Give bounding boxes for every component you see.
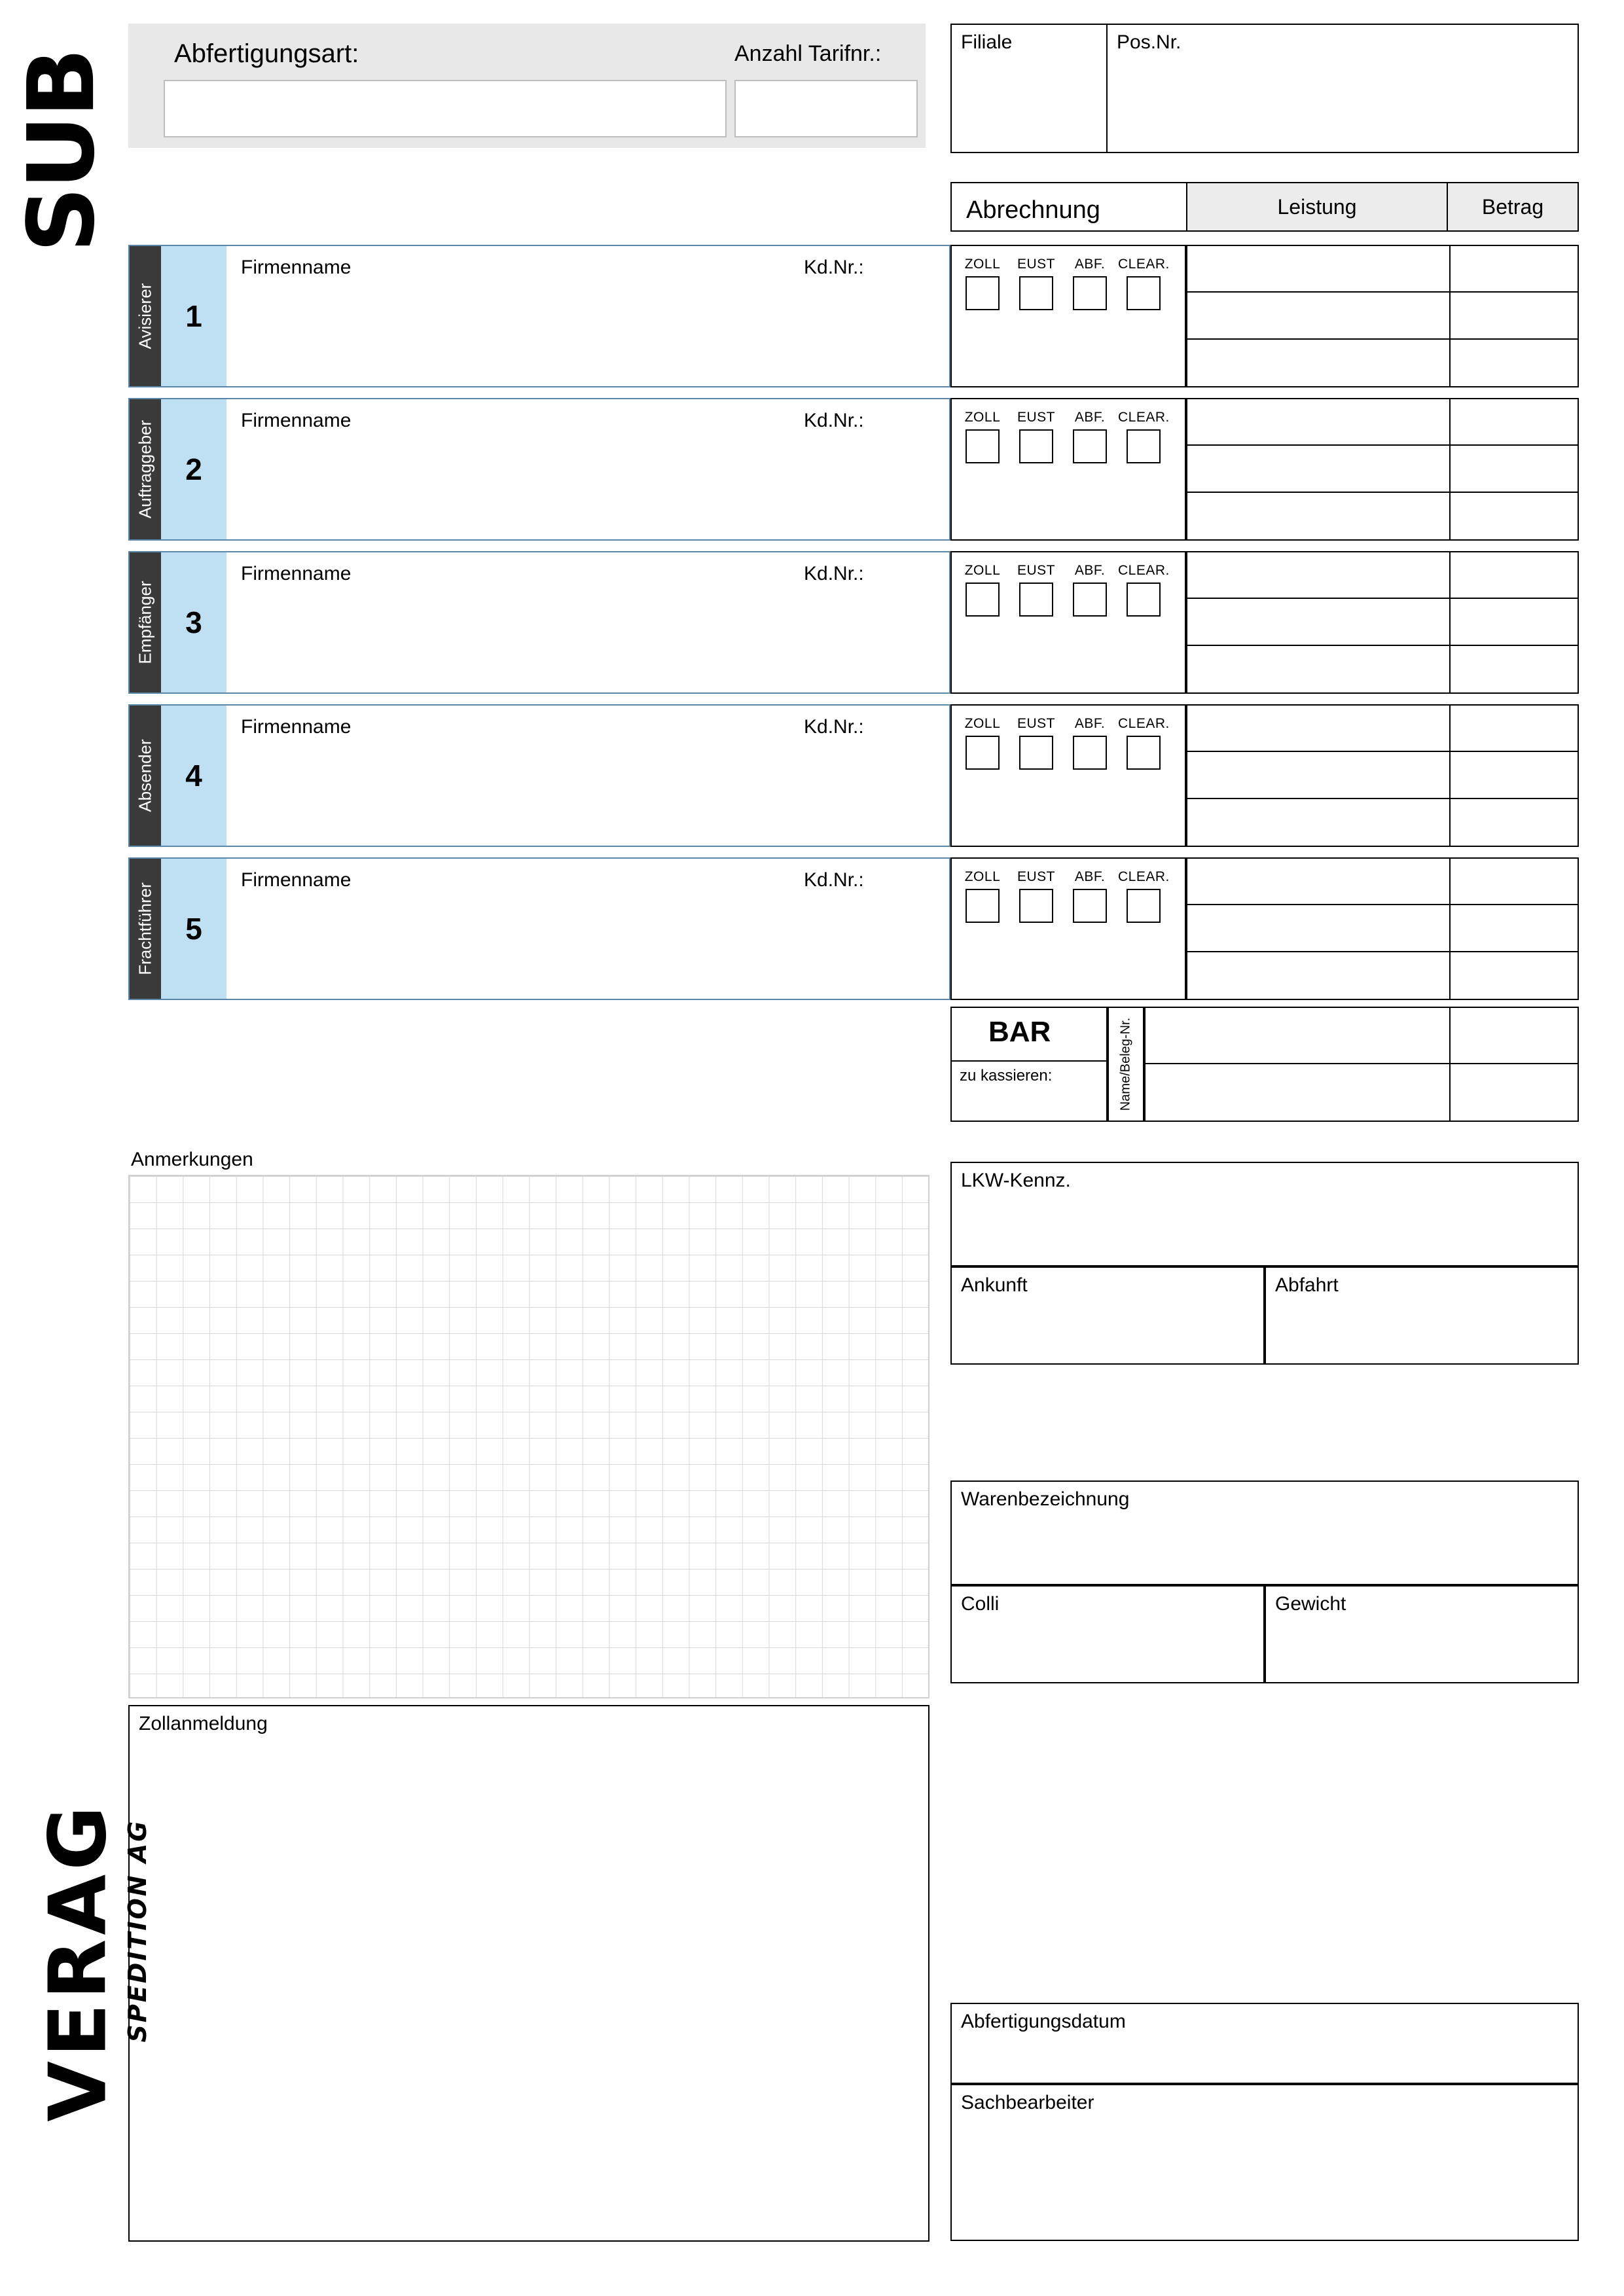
checkbox-abf-box-3[interactable] bbox=[1073, 583, 1107, 617]
checkbox-clear-5[interactable]: CLEAR. bbox=[1118, 869, 1169, 923]
sachbearbeiter-field[interactable] bbox=[950, 2084, 1579, 2241]
party-kdnr-label-4: Kd.Nr.: bbox=[804, 716, 864, 738]
column-divider bbox=[1449, 706, 1451, 751]
checkbox-zoll-box-5[interactable] bbox=[965, 889, 1000, 923]
party-role-tab-1 bbox=[130, 246, 161, 386]
anmerkungen-label: Anmerkungen bbox=[131, 1149, 253, 1170]
column-divider bbox=[1449, 493, 1451, 539]
party-number-1: 1 bbox=[161, 246, 226, 386]
checkbox-eust-1[interactable]: EUST bbox=[1011, 257, 1062, 310]
column-divider bbox=[1449, 646, 1451, 692]
party-firm-label-2: Firmenname bbox=[241, 410, 352, 431]
party-row-1[interactable] bbox=[128, 245, 950, 387]
party-row-4[interactable] bbox=[128, 704, 950, 847]
leistung-betrag-row[interactable] bbox=[1187, 340, 1578, 386]
checkblock-5[interactable] bbox=[950, 857, 1186, 1000]
checkbox-eust-box-5[interactable] bbox=[1019, 889, 1053, 923]
leistung-betrag-row[interactable] bbox=[1187, 952, 1578, 999]
party-kdnr-label-5: Kd.Nr.: bbox=[804, 869, 864, 891]
leistung-betrag-block-1[interactable] bbox=[1186, 245, 1579, 387]
party-role-label-1: Avisierer bbox=[135, 283, 155, 350]
party-kdnr-label-3: Kd.Nr.: bbox=[804, 563, 864, 584]
party-role-tab-3 bbox=[130, 552, 161, 692]
verag-logo bbox=[7, 1720, 152, 2217]
leistung-betrag-row[interactable] bbox=[1146, 1064, 1578, 1121]
checkbox-clear-box-4[interactable] bbox=[1127, 736, 1161, 770]
leistung-betrag-row[interactable] bbox=[1146, 1008, 1578, 1064]
checkbox-eust-4[interactable]: EUST bbox=[1011, 716, 1062, 770]
checkbox-abf-box-1[interactable] bbox=[1073, 276, 1107, 310]
leistung-betrag-row[interactable] bbox=[1187, 293, 1578, 339]
anzahl-tarifnr-label: Anzahl Tarifnr.: bbox=[734, 41, 882, 66]
abfertigungsdatum-field[interactable] bbox=[950, 2003, 1579, 2084]
party-kdnr-label-1: Kd.Nr.: bbox=[804, 257, 864, 278]
leistung-betrag-row[interactable] bbox=[1187, 799, 1578, 846]
leistung-betrag-row[interactable] bbox=[1187, 399, 1578, 446]
checkbox-clear-box-5[interactable] bbox=[1127, 889, 1161, 923]
party-row-5[interactable] bbox=[128, 857, 950, 1000]
beleg-nr-label: Name/Beleg-Nr. bbox=[1118, 1017, 1133, 1111]
checkbox-abf-4[interactable]: ABF. bbox=[1064, 716, 1115, 770]
anzahl-tarifnr-input[interactable] bbox=[734, 80, 918, 137]
checkblock-3[interactable] bbox=[950, 551, 1186, 694]
beleg-nr-field[interactable] bbox=[1108, 1007, 1144, 1122]
party-firm-label-3: Firmenname bbox=[241, 563, 352, 584]
filiale-field[interactable] bbox=[950, 24, 1108, 153]
sub-logo-text: SUB bbox=[9, 50, 116, 253]
leistung-betrag-row[interactable] bbox=[1187, 599, 1578, 645]
checkbox-eust-box-2[interactable] bbox=[1019, 429, 1053, 463]
checkbox-clear-box-2[interactable] bbox=[1127, 429, 1161, 463]
bar-divider bbox=[950, 1060, 1108, 1062]
filiale-label: Filiale bbox=[961, 31, 1013, 53]
column-divider bbox=[1449, 1064, 1451, 1121]
leistung-betrag-block-3[interactable] bbox=[1186, 551, 1579, 694]
bar-title: BAR bbox=[988, 1016, 1051, 1048]
column-divider bbox=[1449, 446, 1451, 491]
party-number-5: 5 bbox=[161, 859, 226, 999]
checkbox-abf-box-2[interactable] bbox=[1073, 429, 1107, 463]
abfahrt-label: Abfahrt bbox=[1275, 1274, 1339, 1296]
column-divider bbox=[1449, 952, 1451, 999]
colli-label: Colli bbox=[961, 1593, 1000, 1615]
abfertigungsart-label: Abfertigungsart: bbox=[174, 39, 359, 68]
checkbox-clear-1[interactable]: CLEAR. bbox=[1118, 257, 1169, 310]
checkbox-zoll-box-4[interactable] bbox=[965, 736, 1000, 770]
checkbox-eust-box-3[interactable] bbox=[1019, 583, 1053, 617]
abfahrt-field[interactable] bbox=[1265, 1266, 1579, 1365]
column-divider bbox=[1449, 905, 1451, 950]
checkbox-abf-1[interactable]: ABF. bbox=[1064, 257, 1115, 310]
checkbox-zoll-1[interactable]: ZOLL bbox=[957, 257, 1008, 310]
bar-leistung-betrag-block[interactable] bbox=[1144, 1007, 1579, 1122]
party-role-label-3: Empfänger bbox=[135, 581, 155, 664]
lkw-kennzeichen-field[interactable] bbox=[950, 1162, 1579, 1266]
zollanmeldung-label: Zollanmeldung bbox=[139, 1713, 268, 1734]
column-divider bbox=[1449, 1008, 1451, 1063]
leistung-betrag-block-4[interactable] bbox=[1186, 704, 1579, 847]
column-divider bbox=[1449, 599, 1451, 644]
column-divider bbox=[1449, 799, 1451, 846]
checkbox-eust-box-1[interactable] bbox=[1019, 276, 1053, 310]
checkbox-clear-2[interactable]: CLEAR. bbox=[1118, 410, 1169, 463]
column-divider bbox=[1449, 552, 1451, 598]
checkblock-1[interactable] bbox=[950, 245, 1186, 387]
checkbox-abf-box-4[interactable] bbox=[1073, 736, 1107, 770]
column-divider bbox=[1449, 752, 1451, 797]
checkbox-clear-box-3[interactable] bbox=[1127, 583, 1161, 617]
leistung-betrag-row[interactable] bbox=[1187, 446, 1578, 492]
checkbox-zoll-3[interactable]: ZOLL bbox=[957, 563, 1008, 617]
verag-logo-sub: SPEDITION AG bbox=[123, 1819, 152, 2043]
anmerkungen-grid[interactable] bbox=[128, 1175, 929, 1698]
party-kdnr-label-2: Kd.Nr.: bbox=[804, 410, 864, 431]
party-row-2[interactable] bbox=[128, 398, 950, 541]
party-firm-label-5: Firmenname bbox=[241, 869, 352, 891]
party-number-2: 2 bbox=[161, 399, 226, 539]
checkbox-eust-3[interactable]: EUST bbox=[1011, 563, 1062, 617]
checkbox-eust-box-4[interactable] bbox=[1019, 736, 1053, 770]
lkw-kennzeichen-label: LKW-Kennz. bbox=[961, 1170, 1071, 1191]
party-role-label-2: Auftraggeber bbox=[135, 420, 155, 519]
leistung-betrag-row[interactable] bbox=[1187, 752, 1578, 798]
gewicht-label: Gewicht bbox=[1275, 1593, 1346, 1615]
checkbox-abf-5[interactable]: ABF. bbox=[1064, 869, 1115, 923]
checkbox-eust-5[interactable]: EUST bbox=[1011, 869, 1062, 923]
verag-logo-main: VERAG bbox=[33, 1802, 124, 2122]
party-number-3: 3 bbox=[161, 552, 226, 692]
ankunft-field[interactable] bbox=[950, 1266, 1265, 1365]
checkblock-4[interactable] bbox=[950, 704, 1186, 847]
posnr-label: Pos.Nr. bbox=[1117, 31, 1182, 53]
checkbox-clear-box-1[interactable] bbox=[1127, 276, 1161, 310]
gewicht-field[interactable] bbox=[1265, 1585, 1579, 1683]
sub-logo bbox=[9, 13, 116, 288]
leistung-betrag-row[interactable] bbox=[1187, 859, 1578, 905]
warenbezeichnung-label: Warenbezeichnung bbox=[961, 1488, 1130, 1510]
party-role-tab-4 bbox=[130, 706, 161, 846]
leistung-betrag-row[interactable] bbox=[1187, 493, 1578, 539]
posnr-field[interactable] bbox=[1106, 24, 1579, 153]
party-role-label-4: Absender bbox=[135, 739, 155, 812]
column-divider bbox=[1449, 399, 1451, 444]
checkbox-zoll-2[interactable]: ZOLL bbox=[957, 410, 1008, 463]
checkbox-zoll-box-1[interactable] bbox=[965, 276, 1000, 310]
party-role-tab-2 bbox=[130, 399, 161, 539]
checkbox-eust-2[interactable]: EUST bbox=[1011, 410, 1062, 463]
leistung-betrag-row[interactable] bbox=[1187, 246, 1578, 293]
checkbox-abf-2[interactable]: ABF. bbox=[1064, 410, 1115, 463]
checkbox-abf-3[interactable]: ABF. bbox=[1064, 563, 1115, 617]
checkbox-abf-box-5[interactable] bbox=[1073, 889, 1107, 923]
checkbox-clear-3[interactable]: CLEAR. bbox=[1118, 563, 1169, 617]
checkbox-zoll-box-3[interactable] bbox=[965, 583, 1000, 617]
sachbearbeiter-label: Sachbearbeiter bbox=[961, 2092, 1094, 2113]
checkbox-clear-4[interactable]: CLEAR. bbox=[1118, 716, 1169, 770]
checkbox-zoll-box-2[interactable] bbox=[965, 429, 1000, 463]
bar-subtitle: zu kassieren: bbox=[960, 1067, 1053, 1085]
abrechnung-title: Abrechnung bbox=[966, 196, 1100, 224]
leistung-column-header: Leistung bbox=[1186, 183, 1448, 230]
party-firm-label-4: Firmenname bbox=[241, 716, 352, 738]
zollanmeldung-field[interactable] bbox=[128, 1705, 929, 2242]
abfertigungsart-input[interactable] bbox=[164, 80, 727, 137]
column-divider bbox=[1449, 859, 1451, 904]
leistung-betrag-block-2[interactable] bbox=[1186, 398, 1579, 541]
party-firm-label-1: Firmenname bbox=[241, 257, 352, 278]
party-row-3[interactable] bbox=[128, 551, 950, 694]
leistung-betrag-block-5[interactable] bbox=[1186, 857, 1579, 1000]
betrag-column-header: Betrag bbox=[1448, 183, 1578, 230]
party-number-4: 4 bbox=[161, 706, 226, 846]
party-role-label-5: Frachtführer bbox=[135, 882, 155, 975]
leistung-betrag-row[interactable] bbox=[1187, 905, 1578, 952]
party-role-tab-5 bbox=[130, 859, 161, 999]
abfertigungsdatum-label: Abfertigungsdatum bbox=[961, 2011, 1126, 2032]
column-divider bbox=[1449, 246, 1451, 291]
column-divider bbox=[1449, 340, 1451, 386]
column-divider bbox=[1449, 293, 1451, 338]
colli-field[interactable] bbox=[950, 1585, 1265, 1683]
warenbezeichnung-field[interactable] bbox=[950, 1480, 1579, 1585]
checkbox-zoll-5[interactable]: ZOLL bbox=[957, 869, 1008, 923]
leistung-betrag-row[interactable] bbox=[1187, 552, 1578, 599]
checkbox-zoll-4[interactable]: ZOLL bbox=[957, 716, 1008, 770]
leistung-betrag-row[interactable] bbox=[1187, 646, 1578, 692]
ankunft-label: Ankunft bbox=[961, 1274, 1028, 1296]
checkblock-2[interactable] bbox=[950, 398, 1186, 541]
leistung-betrag-row[interactable] bbox=[1187, 706, 1578, 752]
